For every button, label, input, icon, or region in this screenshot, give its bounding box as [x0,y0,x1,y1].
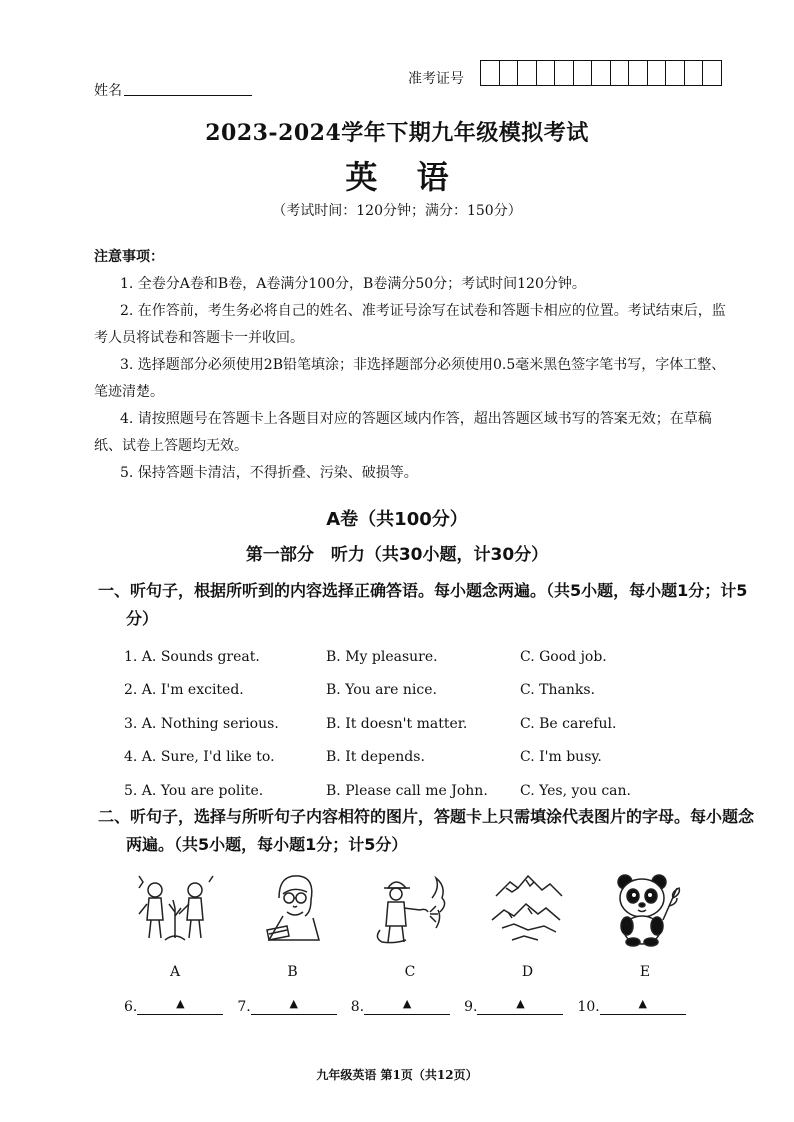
picture-option-b [248,868,338,980]
blank-number: 10. [577,999,600,1015]
name-field[interactable] [124,95,252,96]
ticket-digit-box[interactable] [629,61,648,85]
note-item: 2. 在作答前，考生务必将自己的姓名、准考证号涂写在试卷和答题卡相应的位置。考试结束后，监考人员将试卷和答题卡一并收回。 [94,303,726,346]
note-item: 3. 选择题部分必须使用2B铅笔填涂；非选择题部分必须使用0.5毫米黑色签字笔书写，字体工整、笔迹清楚。 [94,357,726,400]
subject-title: 英 语 [345,158,463,196]
exam-info: （考试时间：120分钟；满分：150分） [272,203,522,219]
old-woman-reading-icon [253,868,333,948]
mountains-icon [488,868,568,948]
picture-options [130,868,690,980]
mcq-row [124,640,744,674]
answer-blank-6[interactable] [124,998,223,1015]
panda-icon [605,868,685,948]
option-c: C. Be careful. [520,715,617,732]
note-item: 4. 请按照题号在答题卡上各题目对应的答题区域内作答，超出答题区域书写的答案无效；在草稿纸、试卷上答题均无效。 [94,411,712,454]
option-a: 5. A. You are polite. [124,782,264,799]
blank-number: 7. [237,999,251,1015]
section-a-title: A卷（共100分） [326,509,468,530]
picture-label: D [521,964,534,980]
mcq-row [124,741,744,775]
option-b: B. You are nice. [326,682,437,699]
option-b: B. Please call me John. [326,782,488,799]
ticket-digit-box[interactable] [574,61,593,85]
option-a: 2. A. I'm excited. [124,682,244,699]
mcq-row [124,707,744,741]
ticket-digit-box[interactable] [685,61,704,85]
blank-line[interactable]: ▲ [364,998,450,1015]
ticket-digit-box[interactable] [666,61,685,85]
picture-option-c [365,868,455,980]
option-a: 1. A. Sounds great. [124,648,260,665]
option-c: C. I'm busy. [520,749,602,766]
answer-blank-8[interactable] [351,998,450,1015]
blank-line[interactable]: ▲ [600,998,686,1015]
picture-option-e [600,868,690,980]
ticket-digit-box[interactable] [555,61,574,85]
blank-line[interactable]: ▲ [251,998,337,1015]
picture-label: A [169,964,181,980]
picture-option-a [130,868,220,980]
question-1-options [124,640,744,808]
kids-planting-tree-icon [135,868,215,948]
answer-blank-9[interactable] [464,998,563,1015]
exam-title: 2023-2024学年下期九年级模拟考试 [205,120,589,146]
blank-number: 9. [464,999,478,1015]
picture-label: E [639,964,651,980]
ticket-digit-box[interactable] [518,61,537,85]
ticket-digit-box[interactable] [500,61,519,85]
option-b: B. It doesn't matter. [326,715,468,732]
blank-number: 8. [350,999,365,1015]
note-item: 1. 全卷分A卷和B卷，A卷满分100分，B卷满分50分；考试时间120分钟。 [120,276,586,292]
answer-blank-10[interactable] [577,998,685,1015]
mcq-row [124,674,744,708]
question-2-heading: 二、听句子，选择与所听句子内容相符的图片，答题卡上只需填涂代表图片的字母。每小题念两遍。（共5小题，每小题1分；计5分） [98,807,755,854]
ticket-digit-box[interactable] [611,61,630,85]
option-a: 4. A. Sure, I'd like to. [124,749,275,766]
page-footer: 九年级英语 第1页（共12页） [316,1068,478,1082]
part-one-title: 第一部分 听力（共30小题，计30分） [245,545,549,565]
notes-section [94,244,734,487]
question-1-heading: 一、听句子，根据所听到的内容选择正确答语。每小题念两遍。（共5小题，每小题1分；计5分） [98,581,748,628]
ticket-number-boxes[interactable] [480,60,722,86]
notes-heading: 注意事项： [94,249,164,265]
name-label: 姓名 [94,83,122,99]
note-item: 5. 保持答题卡清洁，不得折叠、污染、破损等。 [120,465,418,481]
option-a: 3. A. Nothing serious. [124,715,279,732]
picture-label: C [404,964,416,980]
ticket-digit-box[interactable] [703,61,721,85]
ticket-digit-box[interactable] [648,61,667,85]
blank-number: 6. [124,999,138,1015]
picture-label: B [287,964,298,980]
ticket-digit-box[interactable] [537,61,556,85]
firefighter-icon [370,868,450,948]
ticket-number-label: 准考证号 [408,71,464,87]
option-c: C. Yes, you can. [520,782,631,799]
option-c: C. Thanks. [520,682,595,699]
option-b: B. It depends. [326,749,425,766]
option-c: C. Good job. [520,648,607,665]
ticket-digit-box[interactable] [481,61,500,85]
ticket-digit-box[interactable] [592,61,611,85]
option-b: B. My pleasure. [326,648,438,665]
blank-line[interactable]: ▲ [137,998,223,1015]
answer-blanks [124,998,684,1015]
answer-blank-7[interactable] [237,998,336,1015]
blank-line[interactable]: ▲ [477,998,563,1015]
picture-option-d [483,868,573,980]
